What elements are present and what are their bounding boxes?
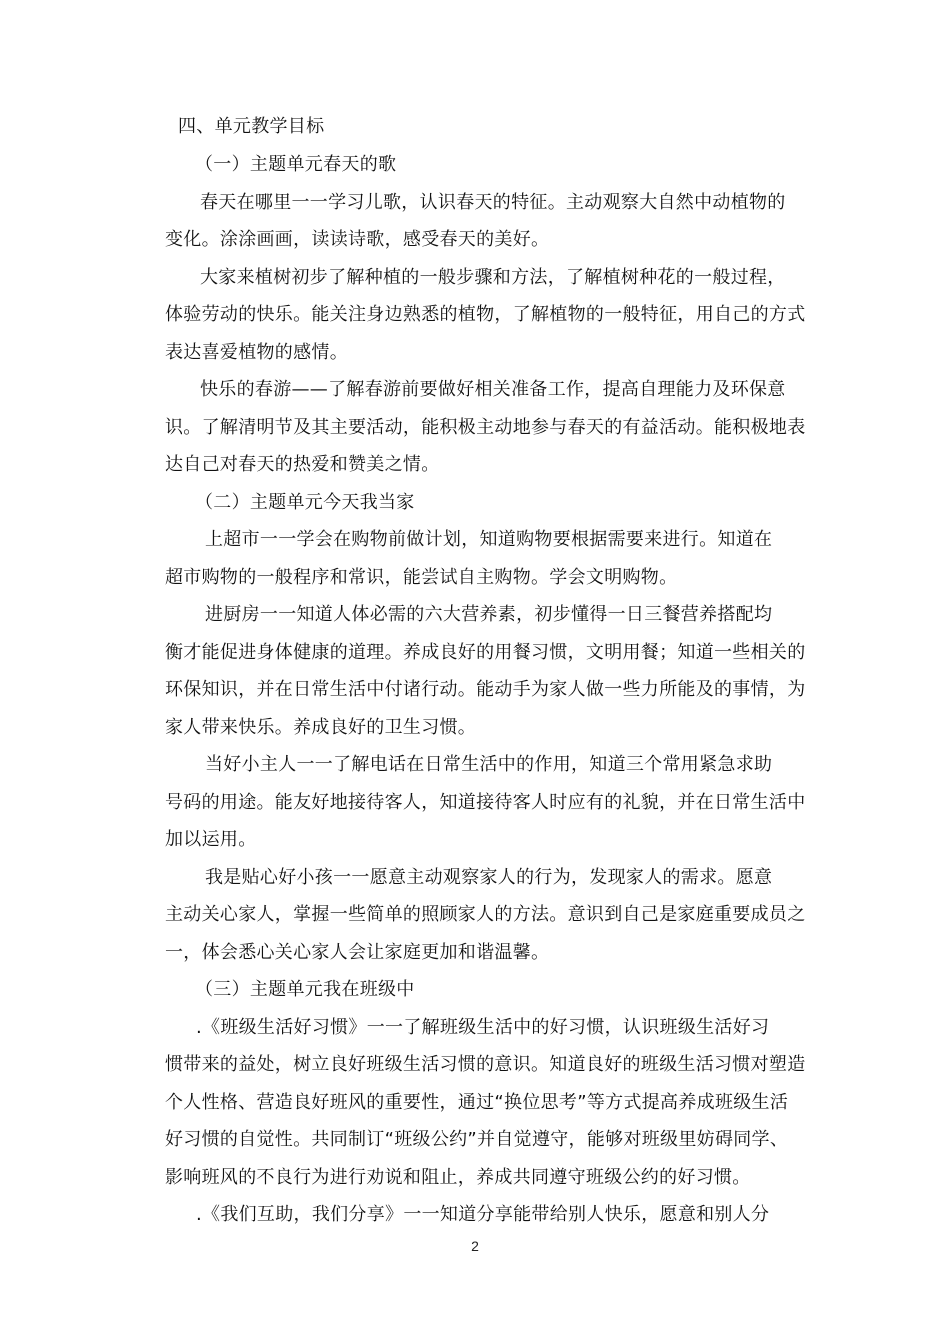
paragraph-line: 表达喜爱植物的感情。: [165, 342, 348, 363]
paragraph-line: 号码的用途。能友好地接待客人，知道接待客人时应有的礼貌，并在日常生活中: [165, 792, 806, 813]
section-heading: 四、单元教学目标: [178, 116, 325, 137]
paragraph-line: 达自己对春天的热爱和赞美之情。: [165, 454, 440, 475]
paragraph-line: 识。了解清明节及其主要活动，能积极主动地参与春天的有益活动。能积极地表: [165, 417, 806, 438]
paragraph-line: 加以运用。: [165, 829, 257, 850]
paragraph-line: 主动关心家人，掌握一些简单的照顾家人的方法。意识到自己是家庭重要成员之: [165, 904, 806, 925]
paragraph-line: 大家来植树初步了解种植的一般步骤和方法，了解植树种花的一般过程，: [200, 267, 786, 288]
paragraph-line: 个人性格、营造良好班风的重要性，通过“换位思考”等方式提高养成班级生活: [165, 1092, 789, 1113]
subsection-heading: （二）主题单元今天我当家: [195, 492, 415, 513]
paragraph-line: 超市购物的一般程序和常识，能尝试自主购物。学会文明购物。: [165, 567, 678, 588]
paragraph-line: 春天在哪里一一学习儿歌，认识春天的特征。主动观察大自然中动植物的: [200, 192, 786, 213]
page-number: 2: [471, 1238, 479, 1254]
paragraph-line: 快乐的春游——了解春游前要做好相关准备工作，提高自理能力及环保意: [200, 379, 786, 400]
paragraph-line: .《我们互助，我们分享》一一知道分享能带给别人快乐，愿意和别人分: [196, 1204, 770, 1225]
paragraph-line: 好习惯的自觉性。共同制订“班级公约”并自觉遵守，能够对班级里妨碍同学、: [165, 1129, 789, 1150]
paragraph-line: 我是贴心好小孩一一愿意主动观察家人的行为，发现家人的需求。愿意: [205, 867, 773, 888]
paragraph-line: 上超市一一学会在购物前做计划，知道购物要根据需要来进行。知道在: [205, 529, 773, 550]
paragraph-line: 影响班风的不良行为进行劝说和阻止，养成共同遵守班级公约的好习惯。: [165, 1167, 751, 1188]
paragraph-line: 当好小主人一一了解电话在日常生活中的作用，知道三个常用紧急求助: [205, 754, 773, 775]
paragraph-line: 进厨房一一知道人体必需的六大营养素，初步懂得一日三餐营养搭配均: [205, 604, 773, 625]
subsection-heading: （三）主题单元我在班级中: [195, 979, 415, 1000]
paragraph-line: 一，体会悉心关心家人会让家庭更加和谐温馨。: [165, 942, 550, 963]
paragraph-line: 惯带来的益处，树立良好班级生活习惯的意识。知道良好的班级生活习惯对塑造: [165, 1054, 806, 1075]
paragraph-line: 衡才能促进身体健康的道理。养成良好的用餐习惯，文明用餐；知道一些相关的: [165, 642, 806, 663]
paragraph-line: 变化。涂涂画画，读读诗歌，感受春天的美好。: [165, 229, 550, 250]
paragraph-line: .《班级生活好习惯》一一了解班级生活中的好习惯，认识班级生活好习: [196, 1017, 770, 1038]
subsection-heading: （一）主题单元春天的歌: [195, 154, 397, 175]
paragraph-line: 家人带来快乐。养成良好的卫生习惯。: [165, 717, 477, 738]
paragraph-line: 体验劳动的快乐。能关注身边熟悉的植物，了解植物的一般特征，用自己的方式: [165, 304, 806, 325]
paragraph-line: 环保知识，并在日常生活中付诸行动。能动手为家人做一些力所能及的事情，为: [165, 679, 806, 700]
